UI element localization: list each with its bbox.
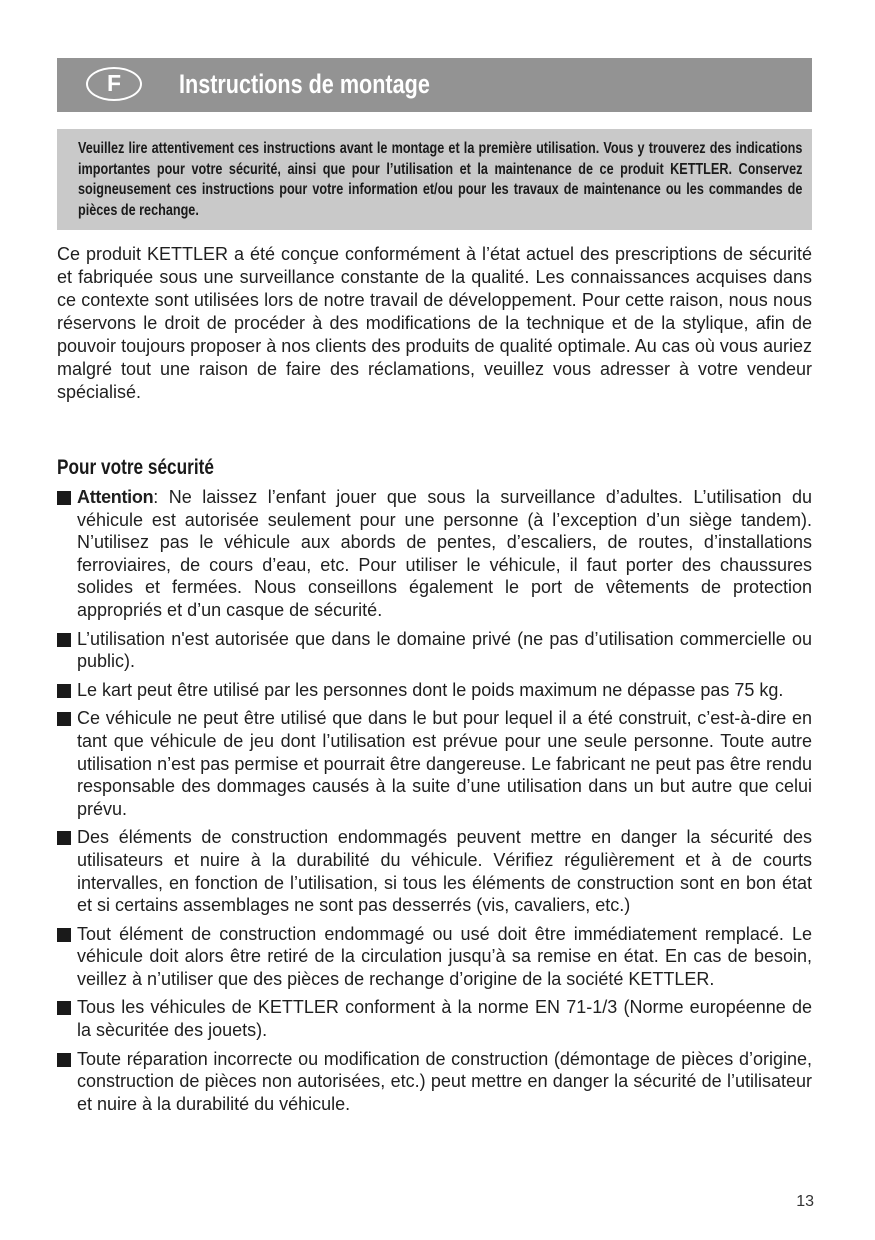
list-item-text: Des éléments de construction endommagés peuvent mettre en danger la sécurité des utilisateurs et nuire à la durabilité du véhicule. Vérifiez régulièrement et à de courts intervalles, en fonction de l’utilisation, si tous les éléments de construction sont en bon état et si certains assemblages ne sont pas desserrés (vis, cavaliers, etc.) <box>77 827 812 916</box>
list-item-text: Tous les véhicules de KETTLER conforment à la norme EN 71-1/3 (Norme européenne de la sècuritée des jouets). <box>77 997 812 1041</box>
attention-label: Attention <box>77 487 154 507</box>
intro-paragraph: Ce produit KETTLER a été conçue conformément à l’état actuel des prescriptions de sécurité et fabriquée sous une surveillance constante de la qualité. Les connaissances acquises dans ce contexte sont utilisées lors de notre travail de développement. Pour cette raison, nous nous réservons le droit de procéder à des modifications de la technique et de la stylique, afin de pouvoir toujours proposer à nos clients des produits de qualité optimale. Au cas où vous auriez malgré tout une raison de faire des réclamations, veuillez vous adresser à votre vendeur spécialisé. <box>57 244 812 402</box>
list-item-text: Ce véhicule ne peut être utilisé que dans le but pour lequel il a été construit, c’est-à-dire en tant que véhicule de jeu dont l’utilisation est prévue pour une seule personne. Toute autre utilisation n’est pas permise et pourrait être dangereuse. Le fabricant ne peut pas être rendu responsable des dommages causés à la suite d’une utilisation dans un but autre que celui prévu. <box>77 708 812 819</box>
list-item <box>57 1048 812 1116</box>
list-item-text: Le kart peut être utilisé par les personnes dont le poids maximum ne dépasse pas 75 kg. <box>77 679 784 700</box>
list-item <box>57 923 812 991</box>
square-bullet-icon <box>57 1001 71 1015</box>
list-item <box>57 628 812 673</box>
safety-list <box>57 486 812 1121</box>
list-item-text: Tout élément de construction endommagé ou usé doit être immédiatement remplacé. Le véhicule doit alors être retiré de la circulation jusqu’à sa remise en état. En cas de besoin, veillez à n’utiliser que des pièces de rechange d’origine de la société KETTLER. <box>77 923 812 989</box>
notice-text: Veuillez lire attentivement ces instructions avant le montage et la première utilisation. Vous y trouverez des indications importantes pour votre sécurité, ainsi que pour l’utilisation et la maintenance de ce produit KETTLER. Conservez soigneusement ces instructions pour votre information et/ou pour les travaux de maintenance ou les commandes de pièces de rechange. <box>78 140 803 219</box>
square-bullet-icon <box>57 684 71 698</box>
list-item <box>57 679 812 702</box>
list-item-text: : Ne laissez l’enfant jouer que sous la surveillance d’adultes. L’utilisation du véhicule est autorisée seulement pour une personne (à l’exception d’un siège tandem). N’utilisez pas le véhicule aux abords de pentes, d’escaliers, de routes, d’installations ferroviaires, de cours d’eau, etc. Pour utiliser le véhicule, il faut porter des chaussures solides et fermées. Nous conseillons également le port de vêtements de protection appropriés et d’un casque de sécurité. <box>77 487 812 620</box>
list-item-text: L’utilisation n'est autorisée que dans le domaine privé (ne pas d’utilisation commercielle ou public). <box>77 628 812 672</box>
safety-heading: Pour votre sécurité <box>57 456 214 479</box>
square-bullet-icon <box>57 928 71 942</box>
section-header-bar <box>57 58 812 112</box>
square-bullet-icon <box>57 831 71 845</box>
square-bullet-icon <box>57 712 71 726</box>
notice-box <box>57 129 812 230</box>
square-bullet-icon <box>57 491 71 505</box>
list-item-text: Toute réparation incorrecte ou modification de construction (démontage de pièces d’origine, construction de pièces non autorisées, etc.) peut mettre en danger la sécurité de l’utilisateur et nuire à la durabilité du véhicule. <box>77 1048 812 1114</box>
page-number: 13 <box>796 1193 814 1210</box>
language-badge: F <box>86 67 142 101</box>
list-item <box>57 486 812 622</box>
square-bullet-icon <box>57 633 71 647</box>
list-item <box>57 707 812 820</box>
list-item <box>57 996 812 1041</box>
square-bullet-icon <box>57 1053 71 1067</box>
page-title: Instructions de montage <box>179 69 430 99</box>
list-item <box>57 826 812 916</box>
